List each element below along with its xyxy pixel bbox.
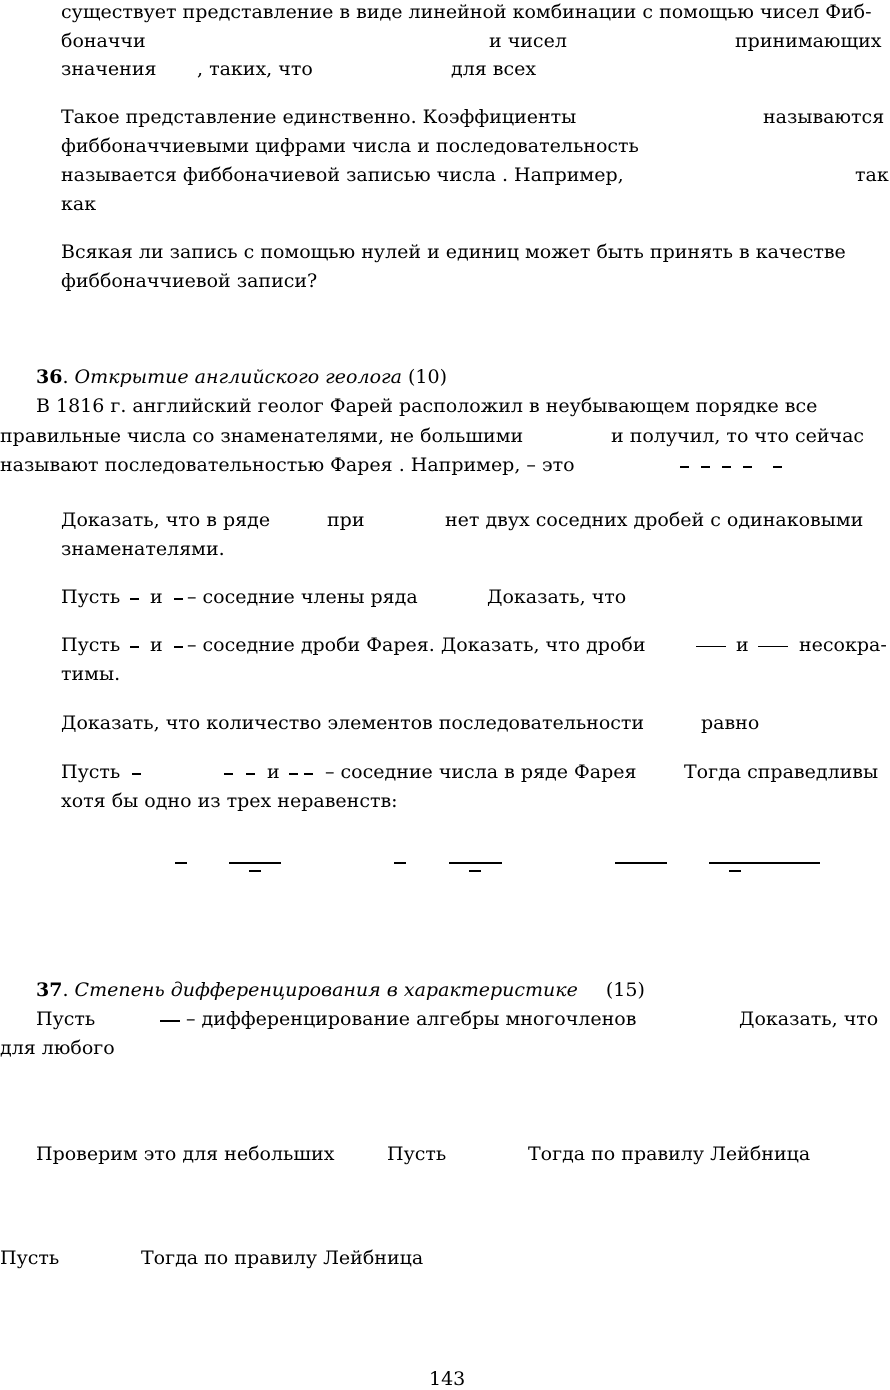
- intro-p2-line-3a: называется фиббоначиевой записью числа . Например,: [61, 164, 624, 186]
- intro-p2-line-1b: называются: [763, 106, 885, 128]
- problem-37-line-3c: Тогда по правилу Лейбница: [528, 1143, 811, 1165]
- intro-line-1: существует представление в виде линейной комбинации с помощью чисел Фиб-: [61, 1, 872, 23]
- problem-37-line-4a: Пусть: [0, 1247, 60, 1269]
- problem-36-q4b: равно: [701, 712, 760, 734]
- page-number: 143: [429, 1368, 466, 1390]
- problem-36-q5-line-2: хотя бы одно из трех неравенств:: [61, 790, 398, 812]
- problem-36-q2a: Пусть: [61, 586, 121, 608]
- problem-36-q2b: и: [150, 586, 163, 608]
- intro-line-3c: для всех: [451, 58, 537, 80]
- problem-36-q3-line-1b: и: [150, 634, 163, 656]
- problem-37-line-4b: Тогда по правилу Лейбница: [141, 1247, 424, 1269]
- problem-36-heading: 36. Открытие английского геолога (10): [36, 366, 447, 388]
- problem-36-q5-line-1c: – соседние числа в ряде Фарея: [325, 761, 637, 783]
- problem-36-q4a: Доказать, что количество элементов последовательности: [61, 712, 645, 734]
- intro-p2-line-3b: так: [855, 164, 889, 186]
- problem-37-line-1c: Доказать, что: [739, 1008, 879, 1030]
- problem-36-q5-line-1b: и: [267, 761, 280, 783]
- intro-p3-line-1: Всякая ли запись с помощью нулей и единиц может быть принять в качестве: [61, 241, 846, 263]
- problem-36-q3-line-1a: Пусть: [61, 634, 121, 656]
- problem-36-line-3: называют последовательностью Фарея . Например, – это: [0, 454, 575, 476]
- problem-36-line-1: В 1816 г. английский геолог Фарей расположил в неубывающем порядке все: [36, 395, 818, 417]
- problem-36-line-2b: и получил, то что сейчас: [611, 425, 865, 447]
- problem-36-q3-line-1e: несокра-: [799, 634, 887, 656]
- problem-37-points: (15): [605, 979, 645, 1001]
- problem-36-number: 36: [36, 366, 63, 388]
- intro-p3-line-2: фиббоначчиевой записи?: [61, 270, 318, 292]
- problem-36-q1-line-2: знаменателями.: [61, 538, 225, 560]
- intro-line-2b: и чисел: [489, 30, 567, 52]
- intro-line-2c: принимающих: [735, 30, 882, 52]
- intro-line-3a: значения: [61, 58, 157, 80]
- problem-36-q3-line-1c: – соседние дроби Фарея. Доказать, что дроби: [187, 634, 646, 656]
- intro-p2-line-4: как: [61, 193, 97, 215]
- problem-36-title: Открытие английского геолога: [74, 366, 402, 388]
- problem-36-line-2a: правильные числа со знаменателями, не большими: [0, 425, 524, 447]
- problem-36-q1-line-1a: Доказать, что в ряде: [61, 509, 271, 531]
- problem-36-points: (10): [407, 366, 447, 388]
- problem-36-q2d: Доказать, что: [487, 586, 627, 608]
- problem-36-q5-line-1d: Тогда справедливы: [684, 761, 879, 783]
- problem-37-line-1a: Пусть: [36, 1008, 96, 1030]
- problem-37-line-1b: – дифференцирование алгебры многочленов: [186, 1008, 637, 1030]
- intro-p2-line-2: фиббоначчиевыми цифрами числа и последовательность: [61, 135, 639, 157]
- problem-37-number: 37: [36, 979, 63, 1001]
- problem-36-q5-line-1a: Пусть: [61, 761, 121, 783]
- problem-36-q2c: – соседние члены ряда: [187, 586, 418, 608]
- problem-36-q1-line-1b: при: [327, 509, 365, 531]
- problem-36-q3-line-1d: и: [736, 634, 749, 656]
- problem-37-line-2: для любого: [0, 1037, 115, 1059]
- intro-p2-line-1a: Такое представление единственно. Коэффициенты: [61, 106, 577, 128]
- problem-37-heading: 37. Степень дифференцирования в характеристике (15): [36, 979, 645, 1001]
- problem-36-q3-line-2: тимы.: [61, 663, 121, 685]
- problem-37-line-3a: Проверим это для небольших: [36, 1143, 335, 1165]
- problem-37-title: Степень дифференцирования в характеристике: [74, 979, 578, 1001]
- intro-line-2a: боначчи: [61, 30, 146, 52]
- problem-36-q1-line-1c: нет двух соседних дробей с одинаковыми: [445, 509, 864, 531]
- problem-37-line-3b: Пусть: [387, 1143, 447, 1165]
- intro-line-3b: , таких, что: [197, 58, 313, 80]
